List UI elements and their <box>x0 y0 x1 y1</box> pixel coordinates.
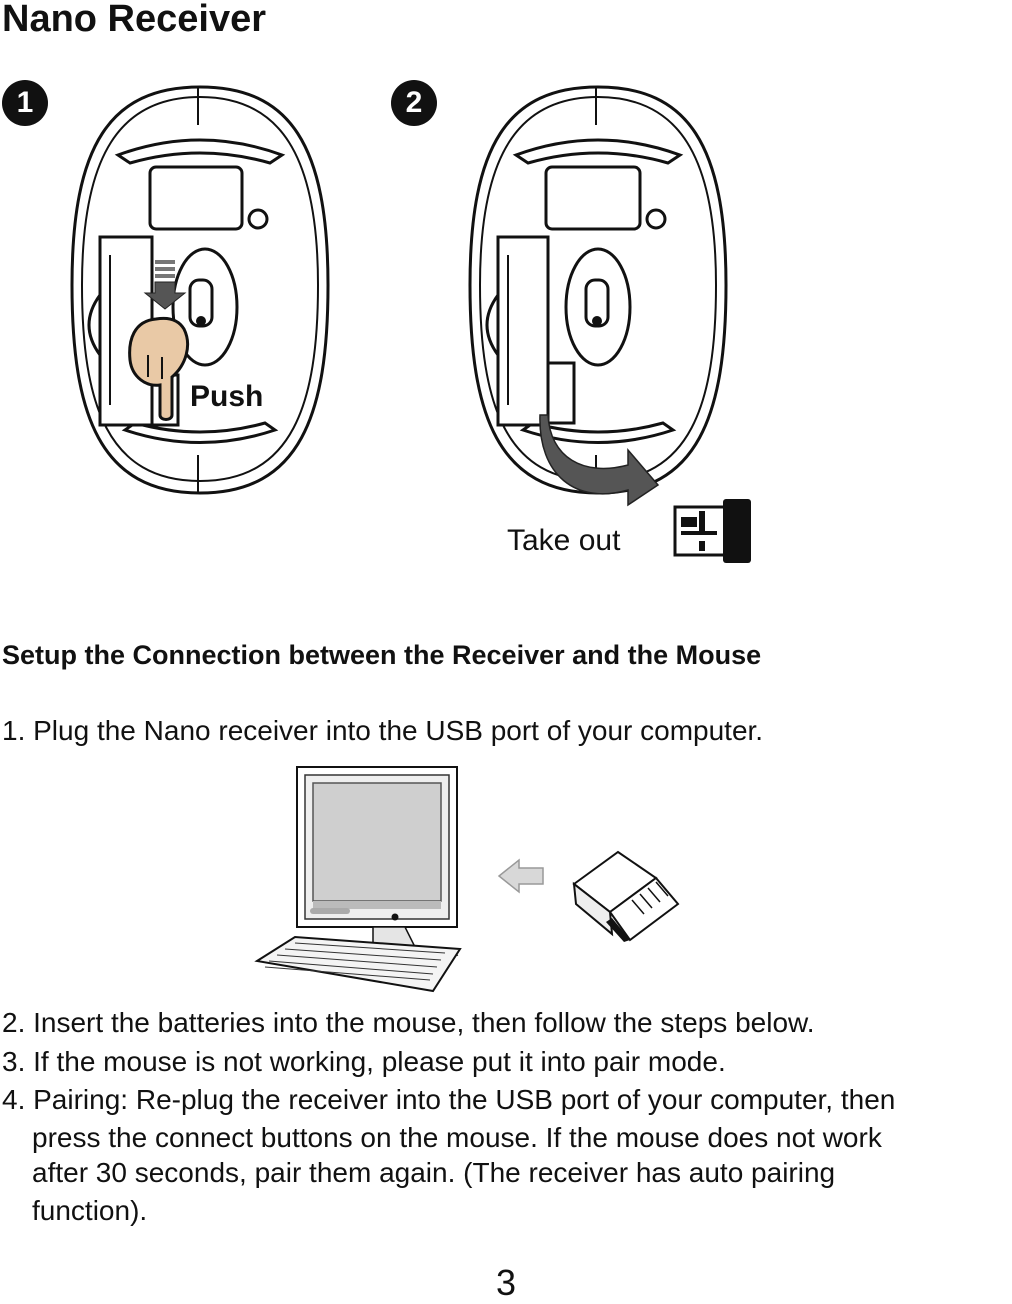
step-4-text-line-3: after 30 seconds, pair them again. (The receiver has auto pairing <box>32 1157 836 1188</box>
computer-illustration <box>255 765 475 995</box>
setup-heading: Setup the Connection between the Receiver and the Mouse <box>2 640 762 670</box>
step-2-text: 2. Insert the batteries into the mouse, then follow the steps below. <box>2 1007 815 1038</box>
mouse-bottom-takeout-illustration <box>468 85 728 505</box>
push-label: Push <box>190 380 264 413</box>
step-4-text-line-4: function). <box>32 1195 148 1226</box>
step-1-text: 1. Plug the Nano receiver into the USB port of your computer. <box>2 715 764 746</box>
step-4-text-line-1: 4. Pairing: Re-plug the receiver into the USB port of your computer, then <box>2 1084 896 1115</box>
mouse-bottom-push-illustration <box>70 85 330 505</box>
step-1-badge: 1 <box>2 80 48 126</box>
nano-receiver-icon <box>673 497 755 565</box>
usb-receiver-illustration <box>570 848 685 948</box>
page-title: Nano Receiver <box>2 0 267 40</box>
step-3-text: 3. If the mouse is not working, please put it into pair mode. <box>2 1046 726 1077</box>
arrow-left-icon <box>497 858 547 898</box>
step-2-badge: 2 <box>391 80 437 126</box>
take-out-label: Take out <box>507 524 621 557</box>
step-4-text-line-2: press the connect buttons on the mouse. If the mouse does not work <box>32 1122 882 1153</box>
page-number: 3 <box>495 1262 517 1303</box>
